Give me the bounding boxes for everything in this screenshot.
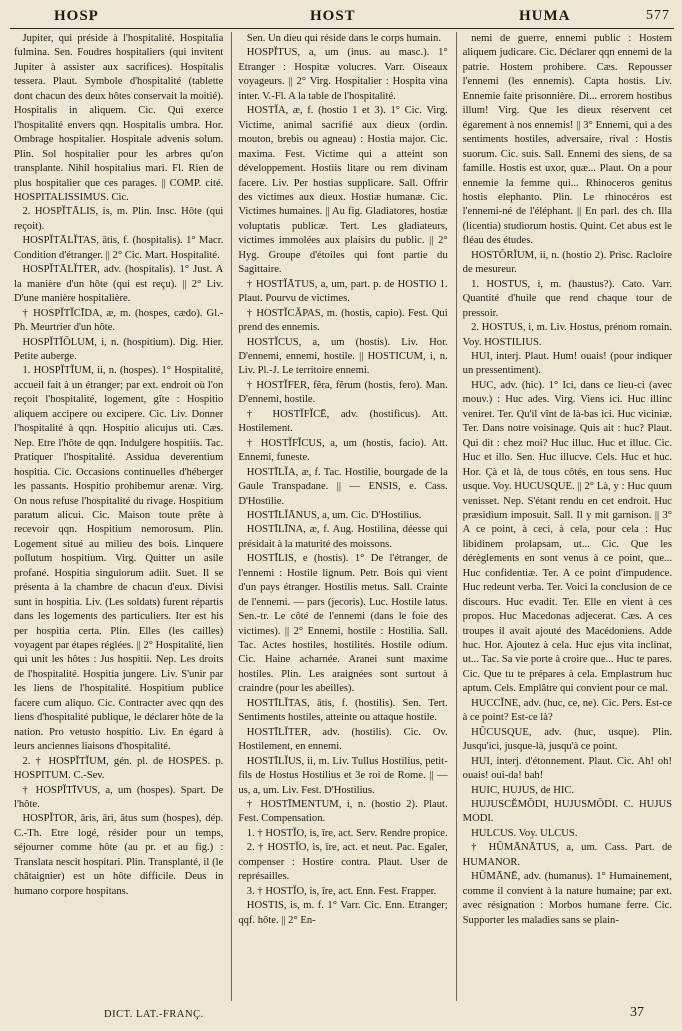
dictionary-entry: HUI, interj. d'étonnement. Plaut. Cic. Ah! oh! ouais! oui-da! bah!: [462, 755, 672, 782]
dictionary-entry: HUI, interj. Plaut. Hum! ouais! (pour indiquer un pressentiment).: [462, 350, 672, 377]
dictionary-entry: HOSTĪLĬĀNUS, a, um. Cic. D'Hostilius.: [246, 509, 422, 521]
dictionary-entry: HOSTĬCUS, a, um (hostis). Liv. Hor. D'ennemi, ennemi, hostile. || HOSTICUM, i, n. Liv. Pl.-J. Le territoire ennemi.: [238, 336, 448, 377]
dictionary-entry: 3. † HOSTĬO, is, īre, act. Enn. Fest. Frapper.: [246, 885, 437, 897]
page-footer: [14, 1005, 670, 1025]
dictionary-entry: † HOSTĬFĬCUS, a, um (hostis, facio). Att. Ennemi, funeste.: [238, 437, 448, 464]
printer-signature: DICT. LAT.-FRANÇ.: [104, 1009, 204, 1020]
page-number: 577: [646, 8, 670, 23]
dictionary-entry: 2. HOSTUS, i, m. Liv. Hostus, prénom romain. Voy. HOSTILIUS.: [462, 322, 672, 348]
dictionary-entry: HOSPĬTUS, a, um (inus. au masc.). 1° Etranger : Hospitæ volucres. Varr. Oiseaux voyageurs. || 2° Virg. Hospitalier : Hospita vina inter. V.-Fl. A la table de l'hospitalité.: [238, 47, 448, 102]
dictionary-entry: HUCCĬNE, adv. (huc, ce, ne). Cic. Pers. Est-ce à ce point? Est-ce là?: [462, 697, 672, 724]
dictionary-entry: HOSTĪLĬA, æ, f. Tac. Hostilie, bourgade de la Gaule Transpadane. || — ENSIS, e. Cass. D'Hostilie.: [238, 466, 448, 507]
column-center: [231, 32, 447, 1001]
dictionary-entry: HOSTĪLIS, e (hostis). 1° De l'étranger, de l'ennemi : Hostile lignum. Petr. Bois qui vient d'un pays étranger. Hostilis metus. Sall. Crainte de l'ennemi. — pars (jecoris). Luc. Hostile latus. Sen.-tr. Le côté de l'ennemi (dans le foie des victimes). || 2° Ennemi, hostile : Hostilia. Sall. Tac. Actes hostiles, hostilités. Hostile odium. Cic. Haine acharnée. Aranei sunt maxime hostiles. Plin. Les araignées sont surtout à craindre (pour les abeilles).: [238, 553, 448, 695]
dictionary-entry: HUC, adv. (hic). 1° Ici, dans ce lieu-ci (avec mouv.) : Huc ades. Virg. Viens ici. Huc illinc veniret. Ter. Qu'il vînt de là-bas ici. Huc viciniæ. Ter. Dans notre voisinage. Quis ait : huc? Plaut. Qui dit : chez moi? Huc illuc. Huc et illuc. Cic. Huc et illo. Sen. Huc illucve. Cels. Huc et huc. Hor. Çà et là, de tous côtés, en tous sens. Huc usque. Voy. HUCUSQUE. || 2° Là, y : Huc quum venisset. Nep. S'étant rendu en cet endroit. Huc præsidium imposuit. Sall. Il y mit garnison. || 3° A ce point, à ceci, à cela, pour cela : Huc libidinem prolapsam, ut... Cic. Que les dérèglements en sont venus à ce point, que... Huc confidentiæ. Ter. A ce point d'impudence. Huc redeunt verba. Ter. Voici la conclusion de ce discours. Huc evadit. Ter. Elle en vient à ces propos. Huc Macedonas adjecerat. Cæs. A ces troupes il avait ajouté des Macédoniens. Adde huc. Hor. Ajoutez à cela. Huc ejus vita inclinat, ut... Tac. Sa vie porte à croire que... Huc te pares. Cic. Que tu te prépares à cela. Emplastrum huc aptum. Cels. Emplâtre qui convient pour ce mal.: [462, 379, 672, 695]
dictionary-entry: HOSTĪLĪNA, æ, f. Aug. Hostilina, déesse qui présidait à la maturité des moissons.: [238, 524, 448, 550]
dictionary-entry: HOSTĬA, æ, f. (hostio 1 et 3). 1° Cic. Virg. Victime, animal sacrifié aux dieux (ordin. mouton, brebis ou agneau) : Hostia major. Cic. maxima. Fest. Victime qui a atteint son développement. Hostiis litare ou rem divinam facere. Liv. Per hostias supplicare. Sall. Offrir des victimes aux dieux. Hostiæ humanæ. Cic. Victimes humaines. || Au fig. Gladiatores, hostiæ voluptatis publicæ. Tert. Les gladiateurs, victimes immolées aux plaisirs du public. || 2° Hyg. Groupe d'étoiles qui font partie du Sagittaire.: [238, 105, 448, 276]
dictionary-entry: nemi de guerre, ennemi public : Hostem aliquem judicare. Cic. Déclarer qqn ennemi de la patrie. Hostem prohibere. Cæs. Repousser l'ennemi (les ennemis). Capta hostis. Liv. Ennemie faite prisonnière. Di... errorem hostibus illum! Virg. Que les dieux réservent cet égarement à nos ennemis! || 3° Ennemi, qui a des sentiments hostiles, adversaire, rival : Hostis suorum. Cic. suis. Sall. Ennemi des siens, de sa famille. Hostis est uxor, quæ... Plaut. On a pour ennemie la femme qui... Rhinoceros genitus hostis elephanto. Plin. Le rhinocéros est l'ennemi-né de l'éléphant. || En parl. des ch. Illa (licentia) studiorum hostis. Quint. Cet abus est le fléau des études.: [462, 33, 672, 247]
dictionary-entry: 1. HOSTUS, i, m. (haustus?). Cato. Varr. Quantité d'huile que rend chaque tour de pressoir.: [462, 278, 672, 319]
dictionary-entry: HUIC, HUJUS, de HIC.: [471, 784, 575, 796]
dictionary-entry: † HOSTĪMENTUM, i, n. (hostio 2). Plaut. Fest. Compensation.: [238, 799, 448, 825]
dictionary-entry: 2. HOSPĬTĀLIS, is, m. Plin. Insc. Hôte (qui reçoit).: [14, 206, 224, 232]
dictionary-entry: HUJUSCĔMŎDI, HUJUSMŎDI. C. HUJUS MODI.: [462, 799, 672, 825]
running-header: [14, 6, 670, 28]
dictionary-entry: † HOSPĬTĪVUS, a, um (hospes). Spart. De l'hôte.: [14, 784, 224, 811]
dictionary-entry: HOSPĬTĀLĬTAS, ātis, f. (hospitalis). 1° Macr. Condition d'étranger. || 2° Cic. Mart. Hospitalité.: [14, 235, 224, 261]
dictionary-entry: Sen. Un dieu qui réside dans le corps humain.: [246, 33, 441, 44]
dictionary-entry: HULCUS. Voy. ULCUS.: [471, 827, 578, 839]
dictionary-entry: † HOSPĬTĬCĪDA, æ, m. (hospes, cædo). Gl.-Ph. Meurtrier d'un hôte.: [14, 307, 224, 334]
dictionary-entry: HOSPĬTOR, āris, āri, ātus sum (hospes), dép. C.-Th. Etre logé, résider pour un temps, séjourner comme hôte (au pr. et au fig.) : Translata nescit hospitari. Plin. Transplanté, il (le châtaignier) est un hôte difficile. Deus in humano corpore hospitans.: [14, 813, 224, 897]
dictionary-entry: 2. † HOSTĬO, is, īre, act. et neut. Pac. Egaler, compenser : Hostire contra. Plaut. User de représailles.: [238, 842, 448, 883]
header-rule: [10, 28, 674, 29]
column-right: [456, 32, 672, 1001]
dictionary-entry: † HOSTĬFER, fĕra, fĕrum (hostis, fero). Man. D'ennemi, hostile.: [238, 379, 448, 406]
dictionary-entry: † HŪMĀNĀTUS, a, um. Cass. Part. de HUMANOR.: [462, 842, 672, 868]
dictionary-columns: [14, 32, 672, 1001]
header-center-guide-word: HOST: [310, 8, 356, 24]
dictionary-entry: † HOSTĬCĂPAS, m. (hostis, capio). Fest. Qui prend des ennemis.: [238, 307, 448, 334]
signature-number: 37: [630, 1005, 644, 1020]
column-left: [14, 32, 223, 1001]
dictionary-entry: HOSTĪLĬTAS, ātis, f. (hostilis). Sen. Tert. Sentiments hostiles, atteinte ou attaque hostile.: [238, 697, 448, 724]
dictionary-entry: HOSTIS, is, m. f. 1° Varr. Cic. Enn. Etranger; qqf. hôte. || 2° En-: [238, 900, 448, 926]
dictionary-entry: † HOSTĬĀTUS, a, um, part. p. de HOSTIO 1. Plaut. Pourvu de victimes.: [238, 278, 448, 305]
header-right-guide-word: HUMA: [519, 8, 571, 24]
dictionary-entry: HOSPĬTĀLĬTER, adv. (hospitalis). 1° Just. A la manière d'un hôte (qui est reçu). || 2° Liv. D'une manière hospitalière.: [14, 264, 224, 305]
dictionary-entry: HOSPĬTĬŎLUM, i, n. (hospitium). Dig. Hier. Petite auberge.: [14, 336, 224, 362]
dictionary-entry: 2. † HOSPĬTĬUM, gén. pl. de HOSPES. p. HOSPITUM. C.-Sev.: [14, 755, 224, 782]
dictionary-entry: 1. HOSPĬTĬUM, ii, n. (hospes). 1° Hospitalité, accueil fait à un étranger; par ext. endroit où l'on reçoit l'hospitalité, logement, gîte : Hospitio aliquem accipere ou excipere. Cic. Liv. Donner l'hospitalité à qqn. Hospitio alicujus uti. Cæs. Nep. Etre l'hôte de qqn. Indulgere hospitiis. Tac. Pratiquer l'hospitalité. Assidua deverentium hospitia. Cic. Occasions continuelles d'héberger les passants. Hospitio prohibemur arenæ. Virg. On nous refuse l'hospitalité du rivage. Hospitium paratum alicui. Cic. Maison toute prête à recevoir qqn. Hospitium nemorosum. Plin. Logement situé au milieu des bois. Linquere pollutum hospitium. Virg. Quitter un asile profané. Hospitia singulorum adiit. Suet. Il se présenta à la chambre de chacun d'eux. Divisi sunt in hospitia. Liv. (Les soldats) furent répartis dans les logements des particuliers. Iter est his per hospitia certa. Plin. Elles (les cailles) voyagent par étapes réglées. || 2° Hospitalité, lien qui unit les hôtes : Jus hospitii. Nep. Les droits de l'hospitalité. Hospitia jungere. Liv. S'unir par les liens de l'hospitalité. Hospitium publice facere cum aliquo. Cic. Contracter avec qqn des liens d'hospitalité publique, le déclarer hôte de la nation. Pro vetusto hospitio. Liv. En égard à leurs anciennes liaisons d'hospitalité.: [14, 365, 224, 753]
dictionary-entry: HOSTĪLĬTER, adv. (hostilis). Cic. Ov. Hostilement, en ennemi.: [238, 726, 448, 753]
dictionary-entry: HOSTŌRĬUM, ii, n. (hostio 2). Prisc. Racloire de mesureur.: [462, 249, 672, 276]
header-left-guide-word: HOSP: [54, 8, 99, 24]
dictionary-entry: HŪMĀNĒ, adv. (humanus). 1° Humainement, comme il convient à la nature humaine; par ext. avec résignation : Morbos humane ferre. Cic. Supporter les maladies sans se plain-: [462, 871, 672, 926]
dictionary-entry: † HOSTĬFĬCĒ, adv. (hostificus). Att. Hostilement.: [238, 408, 448, 435]
dictionary-entry: HOSTĪLĬUS, ii, m. Liv. Tullus Hostilius, petit-fils de Hostus Hostilius et 3e roi de Rome. || — us, a, um. Liv. Fest. D'Hostilius.: [238, 755, 448, 796]
dictionary-entry: Jupiter, qui préside à l'hospitalité. Hospitalia fulmina. Sen. Foudres hospitaliers (qui invitent Jupiter à assister aux sacrifices). Hospitalis tessera. Plaut. Symbole d'hospitalité (tablette dont chacun des deux hôtes conservait la moitié). Hospitalis in aliquem. Cic. Qui exerce l'hospitalité envers qqn. Hospitalis umbra. Hor. Ombrage hospitalier. Hospitale advenis solum. Plin. Sol hospitalier pour les arbres qu'on transplante. Nihil hospitalius mari. Fl. Rien de plus hospitalier que ces parages. || COMP. cité. HOSPITALISSIMUS. Cic.: [14, 33, 224, 203]
dictionary-entry: 1. † HOSTĬO, is, īre, act. Serv. Rendre propice.: [246, 827, 448, 839]
dictionary-entry: HŪCUSQUE, adv. (huc, usque). Plin. Jusqu'ici, jusque-là, jusqu'à ce point.: [462, 726, 672, 753]
